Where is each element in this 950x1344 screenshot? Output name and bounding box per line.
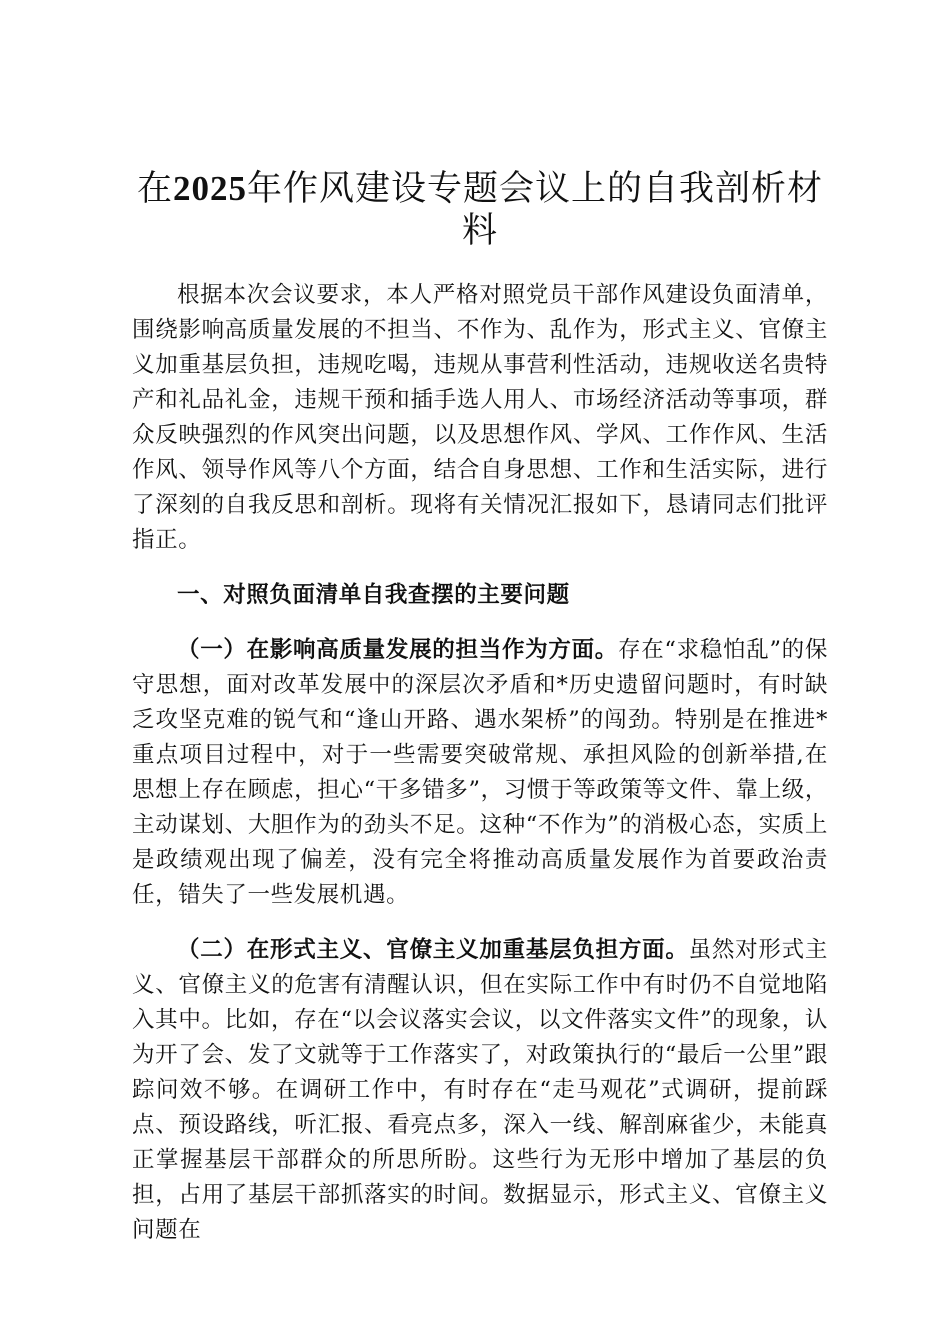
item-1-body: 存在“求稳怕乱”的保守思想，面对改革发展中的深层次矛盾和*历史遗留问题时，有时缺乏攻坚克难的锐气和“逢山开路、遇水架桥”的闯劲。特别是在推进*重点项目过程中，对于一些需要突破常规、承担风险的创新举措,在思想上存在顾虑，担心“干多错多”，习惯于等政策等文件、靠上级，主动谋划、大胆作为的劲头不足。这种“不作为”的消极心态，实质上是政绩观出现了偏差，没有完全将推动高质量发展作为首要政治责任，错失了一些发展机遇。	[132, 637, 828, 908]
document-title	[132, 168, 828, 252]
intro-paragraph: 根据本次会议要求，本人严格对照党员干部作风建设负面清单，围绕影响高质量发展的不担当、不作为、乱作为，形式主义、官僚主义加重基层负担，违规吃喝，违规从事营利性活动，违规收送名贵特产和礼品礼金，违规干预和插手选人用人、市场经济活动等事项，群众反映强烈的作风突出问题，以及思想作风、学风、工作作风、生活作风、领导作风等八个方面，结合自身思想、工作和生活实际，进行了深刻的自我反思和剖析。现将有关情况汇报如下，恳请同志们批评指正。	[132, 282, 828, 553]
title-prefix: 在	[136, 169, 173, 209]
title-year: 2025	[173, 169, 247, 208]
document-body	[132, 278, 828, 1248]
item-2-lead: （二）在形式主义、官僚主义加重基层负担方面。	[177, 937, 689, 963]
section-heading-1: 一、对照负面清单自我查摆的主要问题	[177, 582, 570, 608]
item-1-lead: （一）在影响高质量发展的担当作为方面。	[177, 637, 618, 663]
document-page	[132, 168, 828, 1268]
title-suffix: 年作风建设专题会议上的自我剖析材料	[247, 169, 824, 251]
item-1-paragraph	[132, 633, 828, 913]
item-2-body: 虽然对形式主义、官僚主义的危害有清醒认识，但在实际工作中有时仍不自觉地陷入其中。比如，存在“以会议落实会议，以文件落实文件”的现象，认为开了会、发了文就等于工作落实了，对政策执行的“最后一公里”跟踪问效不够。在调研工作中，有时存在“走马观花”式调研，提前踩点、预设路线，听汇报、看亮点多，深入一线、解剖麻雀少，未能真正掌握基层干部群众的所思所盼。这些行为无形中增加了基层的负担，占用了基层干部抓落实的时间。数据显示，形式主义、官僚主义问题在	[132, 937, 829, 1243]
item-2-paragraph	[132, 933, 828, 1248]
